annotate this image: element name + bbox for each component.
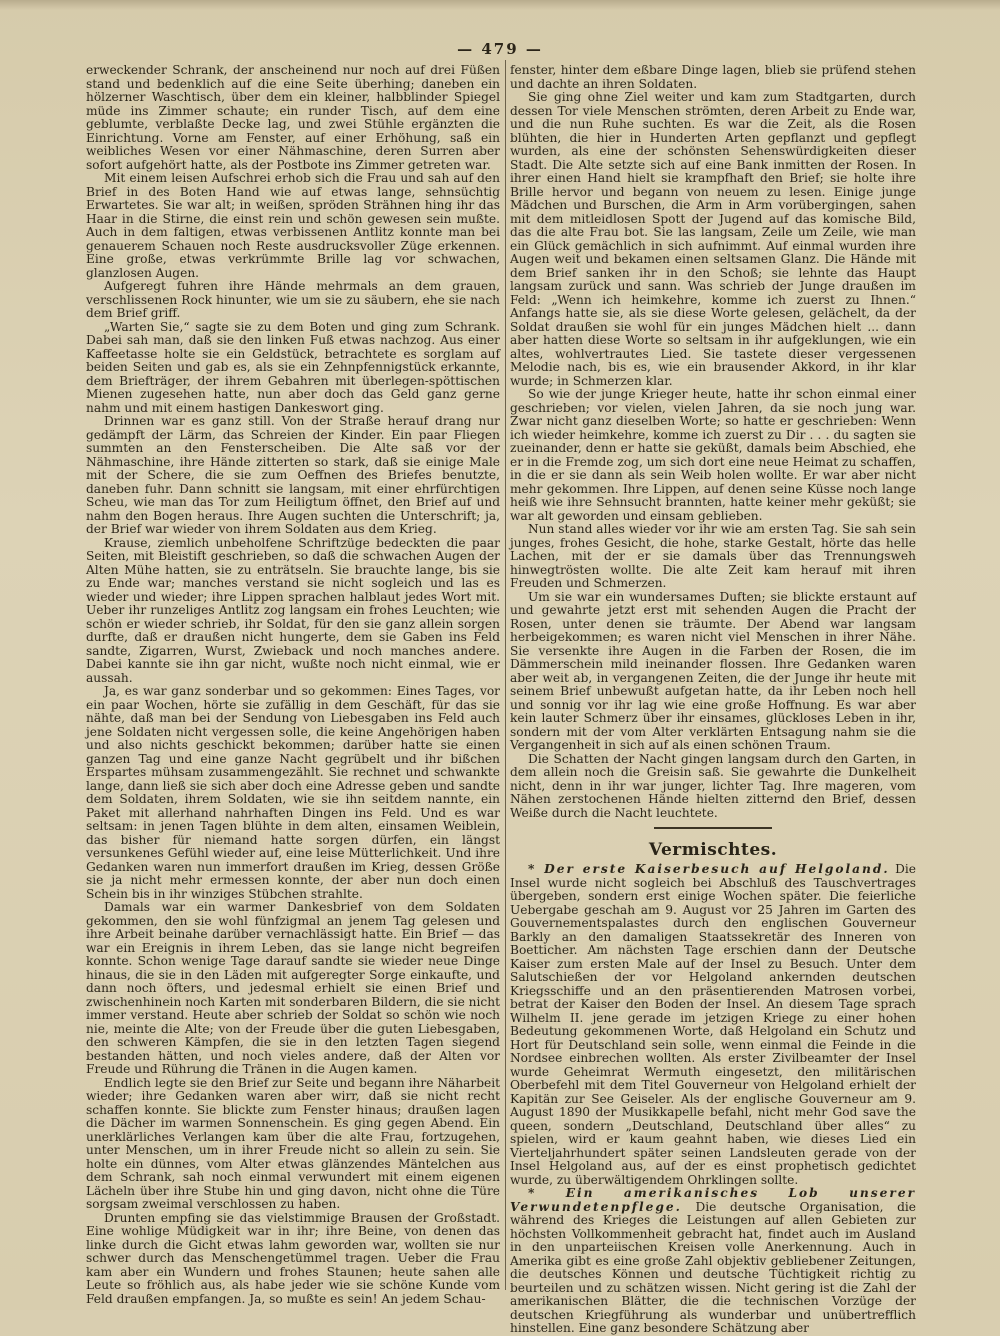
- misc-item-body: Die Insel wurde nicht sogleich bei Abschluß des Tauschvertrages übergeben, sondern erst einige Wochen später. Die feierliche Uebergabe geschah am 9. August vor 25 Jahren im Garten des Gouvernementspalastes durch den englischen Gouverneur Barkly an den damaligen Staatssekretär des Inneren von Boetticher. Am nächsten Tage erschien dann der Deutsche Kaiser zum ersten Male auf der Insel zu Besuch. Unter dem Salutschießen der vor Helgoland ankernden deutschen Kriegsschiffe und an den präsentierenden Matrosen vorbei, betrat der Kaiser den Boden der Insel. An diesem Tage sprach Wilhelm II. jene gerade im jetzigen Kriege zu einer hohen Bedeutung gekommenen Worte, daß Helgoland ein Schutz und Hort für Deutschland sein solle, wenn einmal die Feinde in die Nordsee einbrechen wollten. Als erster Zivilbeamter der Insel wurde Geheimrat Wermuth eingesetzt, den militärischen Oberbefehl mit dem Titel Gouverneur von Helgoland erhielt der Kapitän zur See Geiseler. Als der englische Gouverneur am 9. August 1890 der Musikkapelle befahl, nicht mehr God save the queen, sondern „Deutschland, Deutschland über alles“ zu spielen, wird er kaum geahnt haben, wie dieses Lied ein Vierteljahrhundert später seinen Landsleuten gerade von der Insel Helgoland aus, auf der es einst prophetisch gedichtet wurde, zu überwältigendem Ohrklingen sollte.: [510, 862, 916, 1187]
- misc-item-title: * Der erste Kaiserbesuch auf Helgoland.: [528, 862, 890, 876]
- left-column: [86, 63, 500, 1306]
- paragraph: Drunten empfing sie das vielstimmige Brausen der Großstadt. Eine wohlige Müdigkeit war in ihr; ihre Beine, von denen das linke durch die Gicht etwas lahm geworden war, wollten sie nur schwer durch das Menschengetümmel tragen. Ueber die Frau kam aber ein Wundern und frohes Staunen; heute sahen alle Leute so fröhlich aus, als habe jeder wie sie schöne Kunde vom Feld draußen empfangen. Ja, so mußte es sein! An jedem Schau-: [86, 1210, 500, 1306]
- paragraph: So wie der junge Krieger heute, hatte ihr schon einmal einer geschrieben; vor vielen, vielen Jahren, da sie noch jung war. Zwar nicht ganz dieselben Worte; so hatte er geschrieben: Wenn ich wieder heimkehre, komme ich zuerst zu Dir . . . du sagten sie zueinander, denn er hatte sie geküßt, damals beim Abschied, ehe er in die Fremde zog, um sich dort eine neue Heimat zu schaffen, in die er sie dann als sein Weib holen wollte. Er war aber nicht mehr gekommen. Ihre Lippen, auf denen seine Küsse noch lange heiß wie ihre Sehnsucht brannten, hatte keiner mehr geküßt; sie war alt geworden und einsam geblieben.: [510, 387, 916, 523]
- paragraph: Nun stand alles wieder vor ihr wie am ersten Tag. Sie sah sein junges, frohes Gesicht, die hohe, starke Gestalt, hörte das helle Lachen, mit der er sie damals über das Trennungsweh hinwegtrösten wollte. Die alte Zeit kam herauf mit ihren Freuden und Schmerzen.: [510, 522, 916, 590]
- column-divider: [505, 60, 506, 1290]
- paragraph: Drinnen war es ganz still. Von der Straße herauf drang nur gedämpft der Lärm, das Schreien der Kinder. Ein paar Fliegen summten an den Fensterscheiben. Die Alte saß vor der Nähmaschine, ihre Hände zitterten so stark, daß sie einige Male mit der Schere, die sie zum Oeffnen des Briefes benutzte, daneben fuhr. Dann schnitt sie langsam, mit einer ehrfürchtigen Scheu, wie man das Tor zum Heiligtum öffnet, den Brief auf und nahm den Bogen heraus. Ihre Augen suchten die Unterschrift; ja, der Brief war wieder von ihrem Soldaten aus dem Krieg.: [86, 414, 500, 536]
- paragraph: Ja, es war ganz sonderbar und so gekommen: Eines Tages, vor ein paar Wochen, hörte sie zufällig in dem Geschäft, für das sie nähte, daß man bei der Sendung von Liebesgaben ins Feld auch jene Soldaten nicht vergessen solle, die keine Angehörigen haben und also nichts geschickt bekommen; darüber hatte sie einen ganzen Tag und eine ganze Nacht gegrübelt und ihr bißchen Erspartes mühsam zusammengezählt. Sie rechnet und schwankte lange, dann ließ sie sich aber doch eine Adresse geben und sandte dem Soldaten, ihrem Soldaten, wie sie ihn seitdem nannte, ein Paket mit allerhand nahrhaften Dingen ins Feld. Und es war seltsam: in jenen Tagen blühte in dem alten, einsamen Weiblein, das bisher für niemand hatte sorgen dürfen, ein längst versunkenes Gefühl wieder auf, eine leise Mütterlichkeit. Und ihre Gedanken waren nun immerfort draußen im Krieg, dessen Größe sie ja nicht mehr ermessen konnte, der aber nun doch einen Schein bis in ihr winziges Stübchen strahlte.: [86, 684, 500, 901]
- paragraph: erweckender Schrank, der anscheinend nur noch auf drei Füßen stand und bedenklich auf die eine Seite überhing; daneben ein hölzerner Waschtisch, über dem ein kleiner, halbblinder Spiegel müde ins Zimmer schaute; ein runder Tisch, auf dem eine geblumte, verblaßte Decke lag, und zwei Stühle ergänzten die Einrichtung. Vorne am Fenster, auf einer Erhöhung, saß ein weibliches Wesen vor einer Nähmaschine, deren Surren aber sofort aufgehört hatte, als der Postbote ins Zimmer getreten war.: [86, 63, 500, 172]
- section-heading: Vermischtes.: [648, 840, 778, 860]
- paragraph: Endlich legte sie den Brief zur Seite und begann ihre Näharbeit wieder; ihre Gedanken waren aber wirr, daß sie nicht recht schaffen konnte. Sie blickte zum Fenster hinaus; draußen lagen die Dächer im warmen Sonnenschein. Es ging gegen Abend. Ein unerklärliches Verlangen kam über die alte Frau, fortzugehen, unter Menschen, um in ihrer Freude nicht so allein zu sein. Sie holte ein dünnes, vom Alter etwas glänzendes Mäntelchen aus dem Schrank, sah noch einmal verwundert mit einem eigenen Lächeln über ihre Stube hin und ging davon, nicht ohne die Türe sorgsam zweimal verschlossen zu haben.: [86, 1075, 500, 1211]
- paragraph: Krause, ziemlich unbeholfene Schriftzüge bedeckten die paar Seiten, mit Bleistift geschrieben, so daß die schwachen Augen der Alten Mühe hatten, sie zu enträtseln. Sie brauchte lange, bis sie zu Ende war; manches verstand sie nicht sogleich und las es wieder und wieder; ihre Lippen sprachen halblaut jedes Wort mit. Ueber ihr runzeliges Antlitz zog langsam ein frohes Leuchten; wie schön er wieder schrieb, ihr Soldat, für den sie ganz allein sorgen durfte, daß er draußen nicht hungerte, dem sie Gaben ins Feld sandte, Zigarren, Wurst, Zwieback und noch manches andere. Dabei kannte sie ihn gar nicht, wußte noch nicht einmal, wie er aussah.: [86, 535, 500, 685]
- paragraph: Aufgeregt fuhren ihre Hände mehrmals an dem grauen, verschlissenen Rock hinunter, wie um sie zu säubern, ehe sie nach dem Brief griff.: [86, 279, 500, 320]
- right-column: [510, 63, 916, 1335]
- misc-item-title: * Ein amerikanisches Lob unserer Verwundetenpflege.: [510, 1186, 916, 1214]
- paragraph: Mit einem leisen Aufschrei erhob sich die Frau und sah auf den Brief in des Boten Hand wie auf etwas lange, sehnsüchtig Erwartetes. Sie war alt; in weißen, spröden Strähnen hing ihr das Haar in die Stirne, die einst rein und schön gewesen sein mußte. Auch in dem faltigen, etwas verbissenen Antlitz konnte man bei genauerem Schauen noch Reste ausdrucksvoller Züge erkennen. Eine große, etwas verkrümmte Brille lag vor schwachen, glanzlosen Augen.: [86, 171, 500, 280]
- paragraph: Sie ging ohne Ziel weiter und kam zum Stadtgarten, durch dessen Tor viele Menschen strömten, deren Arbeit zu Ende war, und die nun Ruhe suchten. Es war die Zeit, als die Rosen blühten, die hier in Hunderten Arten gepflanzt und gepflegt wurden, als eine der schönsten Sehenswürdigkeiten dieser Stadt. Die Alte setzte sich auf eine Bank inmitten der Rosen. In ihrer einen Hand hielt sie krampfhaft den Brief; sie holte ihre Brille hervor und begann von neuem zu lesen. Einige junge Mädchen und Burschen, die Arm in Arm vorübergingen, sahen mit dem mitleidlosen Spott der Jugend auf das komische Bild, das die alte Frau bot. Sie las langsam, Zeile um Zeile, wie man ein Glück gemächlich in sich aufnimmt. Auf einmal wurden ihre Augen weit und bekamen einen seltsamen Glanz. Die Hände mit dem Brief sanken ihr in den Schoß; sie lehnte das Haupt langsam zurück und sann. Was schrieb der Junge draußen im Feld: „Wenn ich heimkehre, komme ich zuerst zu Ihnen.“ Anfangs hatte sie, als sie diese Worte gelesen, gelächelt, da der Soldat draußen sie wohl für ein junges Mädchen hielt ... dann aber hatten diese Worte so seltsam in ihr aufgeklungen, wie ein altes, wohlvertrautes Lied. Sie tastete dieser vergessenen Melodie nach, bis es, wie ein brausender Akkord, in ihr klar wurde; in Schmerzen klar.: [510, 90, 916, 388]
- paragraph: fenster, hinter dem eßbare Dinge lagen, blieb sie prüfend stehen und dachte an ihren Soldaten.: [510, 63, 916, 91]
- paragraph: „Warten Sie,“ sagte sie zu dem Boten und ging zum Schrank. Dabei sah man, daß sie den linken Fuß etwas nachzog. Aus einer Kaffeetasse holte sie ein Geldstück, betrachtete es sorglam auf beiden Seiten und gab es, als sie ein Zehnpfennigstück erkannte, dem Briefträger, der ihrem Gebahren mit überlegen-spöttischen Mienen zugesehen hatte, nun aber doch das Geld ganz gerne nahm und mit einem hastigen Dankeswort ging.: [86, 319, 500, 415]
- page-top-edge: [0, 0, 1000, 10]
- misc-item: [510, 863, 916, 1187]
- story-end-rule: [654, 827, 772, 829]
- paragraph: Um sie war ein wundersames Duften; sie blickte erstaunt auf und gewahrte jetzt erst mit sehenden Augen die Pracht der Rosen, unter denen sie träumte. Der Abend war langsam herbeigekommen; es waren nicht viel Menschen in ihrer Nähe. Sie versenkte ihre Augen in die Farben der Rosen, die im Dämmerschein mild ineinander flossen. Ihre Gedanken waren aber weit ab, in vergangenen Zeiten, die der Junge ihr heute mit seinem Brief unbewußt aufgetan hatte, da ihr Leben noch hell und sonnig vor ihr lag wie eine große Hoffnung. Es war aber kein lauter Schmerz über ihr einsames, glückloses Leben in ihr, sondern mit der vom Alter verklärten Entsagung nahm sie die Vergangenheit in sich auf als einen schönen Traum.: [510, 589, 916, 752]
- page-number: — 479 —: [457, 40, 543, 58]
- misc-item-body: Die deutsche Organisation, die während des Krieges die Leistungen auf allen Gebieten zur höchsten Vollkommenheit gebracht hat, findet auch im Ausland in den unparteiischen Kreisen volle Anerkennung. Auch in Amerika gibt es eine große Zahl objektiv gebliebener Zeitungen, die deutsches Können und deutsche Tüchtigkeit richtig zu beurteilen und zu schätzen wissen. Nicht gering ist die Zahl der amerikanischen Blätter, die die technischen Vorzüge der deutschen Kriegführung als wunderbar und unübertrefflich hinstellen. Eine ganz besondere Schätzung aber: [510, 1199, 916, 1335]
- paragraph: Damals war ein warmer Dankesbrief von dem Soldaten gekommen, den sie wohl fünfzigmal an jenem Tag gelesen und ihre Arbeit beinahe darüber vernachlässigt hatte. Ein Brief — das war ein Ereignis in ihrem Leben, das sie lange nicht begreifen konnte. Schon wenige Tage darauf sandte sie wieder neue Dinge hinaus, die sie in den Läden mit aufgeregter Sorge einkaufte, und dann noch öfters, und jedesmal erhielt sie einen Brief und zwischenhinein noch Karten mit sonderbaren Bildern, die sie nicht immer verstand. Heute aber schrieb der Soldat so schön wie noch nie, meinte die Alte; von der Freude über die guten Liebesgaben, den schweren Kämpfen, die sie in den letzten Tagen siegend bestanden hätten, und noch vieles andere, daß der Alten vor Freude und Rührung die Tränen in die Augen kamen.: [86, 900, 500, 1076]
- paragraph: Die Schatten der Nacht gingen langsam durch den Garten, in dem allein noch die Greisin saß. Sie gewahrte die Dunkelheit nicht, denn in ihr war junger, lichter Tag. Ihre mageren, vom Nähen zerstochenen Hände hielten zitternd den Brief, dessen Weiße durch die Nacht leuchtete.: [510, 751, 916, 820]
- misc-item: [510, 1187, 916, 1336]
